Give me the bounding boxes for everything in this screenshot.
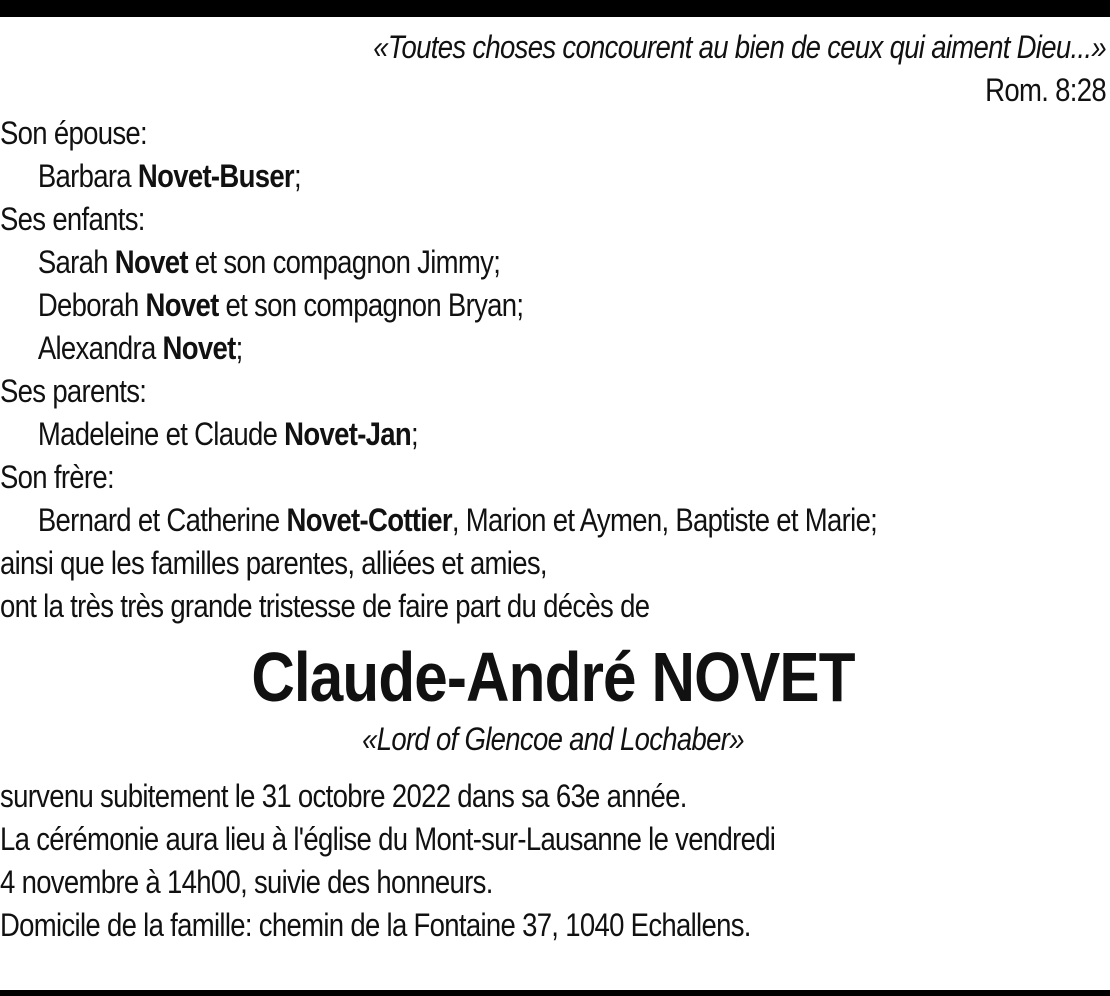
closing-line: ont la très très grande tristesse de faire part du décès de xyxy=(0,588,650,624)
member-given-names: Barbara xyxy=(37,158,138,194)
detail-line: survenu subitement le 31 octobre 2022 dans sa 63e année. xyxy=(0,778,687,814)
family-heading-brother: Son frère: xyxy=(0,459,114,495)
family-member xyxy=(0,284,1106,327)
member-surname: Novet-Jan xyxy=(284,416,412,452)
closing-line: ainsi que les familles parentes, alliées et amies, xyxy=(0,545,547,581)
member-suffix: , Marion et Aymen, Baptiste et Marie; xyxy=(451,502,878,538)
detail-line: 4 novembre à 14h00, suivie des honneurs. xyxy=(0,864,493,900)
member-surname: Novet xyxy=(162,330,236,366)
family-member xyxy=(0,327,1106,370)
epigraph-quote: «Toutes choses concourent au bien de ceux qui aiment Dieu...» xyxy=(373,29,1106,65)
family-member xyxy=(0,413,1106,456)
family-member xyxy=(0,499,1106,542)
family-heading-parents: Ses parents: xyxy=(0,373,147,409)
family-list xyxy=(0,112,1106,542)
family-heading-spouse: Son épouse: xyxy=(0,115,147,151)
member-given-names: Madeleine et Claude xyxy=(37,416,285,452)
member-surname: Novet-Buser xyxy=(137,158,294,194)
member-given-names: Deborah xyxy=(37,287,146,323)
member-given-names: Alexandra xyxy=(37,330,163,366)
member-suffix: ; xyxy=(235,330,243,366)
epigraph-reference: Rom. 8:28 xyxy=(985,72,1106,108)
detail-line: La cérémonie aura lieu à l'église du Mont-sur-Lausanne le vendredi xyxy=(0,821,776,857)
member-suffix: ; xyxy=(411,416,419,452)
deceased-name: Claude-André NOVET xyxy=(251,638,855,716)
member-suffix: ; xyxy=(293,158,301,194)
member-given-names: Bernard et Catherine xyxy=(37,502,287,538)
member-surname: Novet xyxy=(114,244,188,280)
obituary-notice xyxy=(0,26,1106,947)
detail-line: Domicile de la famille: chemin de la Fontaine 37, 1040 Echallens. xyxy=(0,907,751,943)
member-suffix: et son compagnon Bryan; xyxy=(218,287,524,323)
deceased-title: «Lord of Glencoe and Lochaber» xyxy=(362,721,744,757)
member-given-names: Sarah xyxy=(37,244,115,280)
bottom-rule xyxy=(0,990,1110,996)
top-rule xyxy=(0,0,1110,17)
member-suffix: et son compagnon Jimmy; xyxy=(187,244,501,280)
family-member xyxy=(0,155,1106,198)
member-surname: Novet-Cottier xyxy=(286,502,452,538)
member-surname: Novet xyxy=(145,287,219,323)
family-member xyxy=(0,241,1106,284)
family-heading-children: Ses enfants: xyxy=(0,201,145,237)
